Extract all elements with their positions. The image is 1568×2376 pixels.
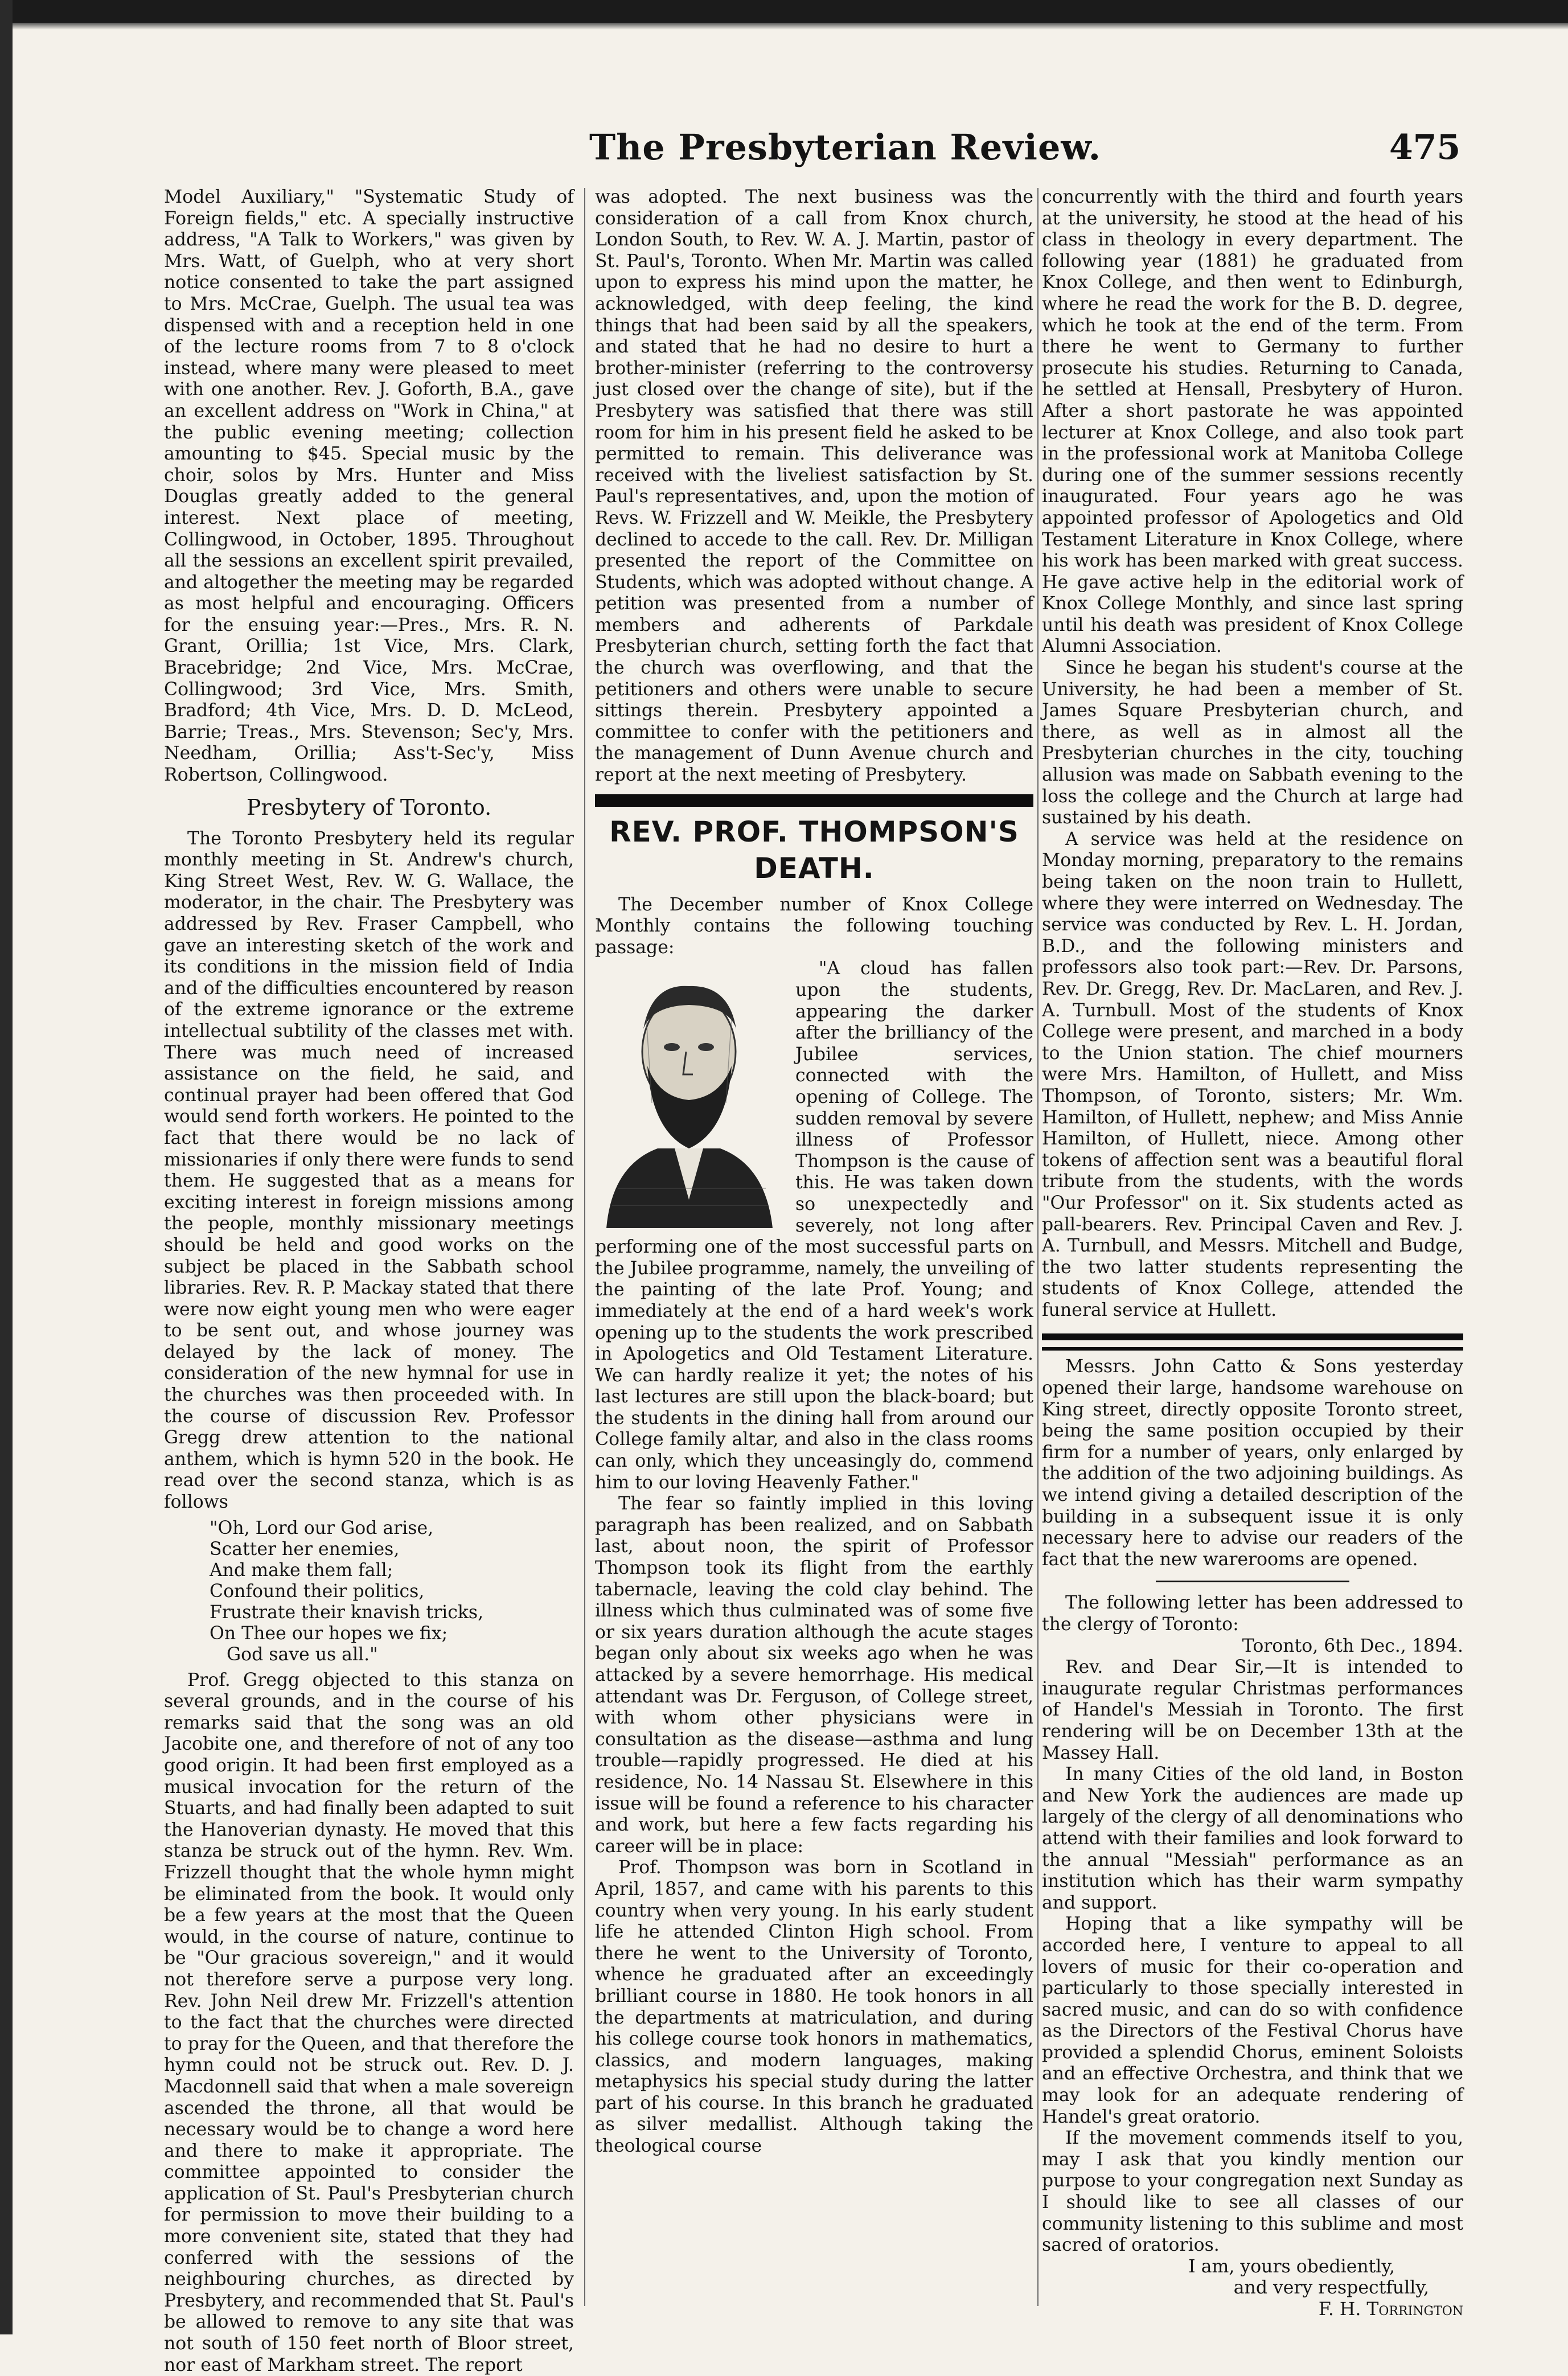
column-2 bbox=[595, 187, 1033, 2316]
poem-line: Frustrate their knavish tricks, bbox=[210, 1602, 484, 1623]
paragraph: The Toronto Presbytery held its regular monthly meeting in St. Andrew's church, King Street West, Rev. W. G. Wallace, the moderator, in the chair. The Presbytery was addressed by Rev. Fraser Campbell, who gave an interesting sketch of the work and its conditions in the mission field of India and of the difficulties encountered by reason of the extreme ignorance or the extreme intellectual subtility of the classes met with. There was much need of increased assistance on the field, he said, and continual prayer had been offered that God would send forth workers. He pointed to the fact that there would be no lack of missionaries if only there were funds to send them. He suggested that as a means for exciting interest in foreign missions among the people, monthly missionary meetings should be held and good works on the subject be placed in the Sabbath school libraries. Rev. R. P. Mackay stated that there were now eight young men who were eager to be sent out, and whose journey was delayed by the lack of money. The consideration of the new hymnal for use in the churches was then proceeded with. In the course of discussion Rev. Professor Gregg drew attention to the national anthem, which is hymn 520 in the book. He read over the second stanza, which is as follows bbox=[164, 828, 574, 1513]
column-1 bbox=[164, 187, 574, 2375]
letter-closing: and very respectfully, bbox=[1233, 2277, 1429, 2299]
poem-line: "Oh, Lord our God arise, bbox=[210, 1517, 434, 1538]
paragraph: "A cloud has fallen upon the students, appearing the darker after the brilliancy of the Jubilee services, connected with the opening of College. The sudden removal by severe illness of Professor Thompson is the cause of this. He was taken down so unexpectedly and severely, not long after performing one of the most successful parts on the Jubilee programme, namely, the unveiling of the painting of the late Prof. Young; and immediately at the end of a hard week's work opening up to the students the work prescribed in Apologetics and Old Testament Literature. We can hardly realize it yet; the notes of his last lectures are still upon the black-board; but the students in the dining hall from around our College family altar, and also in the class rooms can only, which they unceasingly do, commend him to our loving Heavenly Father." bbox=[595, 958, 1033, 1493]
paragraph: If the movement commends itself to you, may I ask that you kindly mention our purpose to your congregation next Sunday as I should like to see all classes of our community listening to this sublime and most sacred of oratorios. bbox=[1042, 2128, 1463, 2256]
short-rule bbox=[1156, 1581, 1349, 1582]
paragraph: Model Auxiliary," "Systematic Study of Foreign fields," etc. A specially instructive address, "A Talk to Workers," was given by Mrs. Watt, of Guelph, who at very short notice consented to take the part assigned to Mrs. McCrae, Guelph. The usual tea was dispensed with and a reception held in one of the lecture rooms from 7 to 8 o'clock instead, where many were pleased to meet with one another. Rev. J. Goforth, B.A., gave an excellent address on "Work in China," at the public evening meeting; collection amounting to $45. Special music by the choir, solos by Mrs. Hunter and Miss Douglas greatly added to the general interest. Next place of meeting, Collingwood, in October, 1895. Throughout all the sessions an excellent spirit prevailed, and altogether the meeting may be regarded as most helpful and encouraging. Officers for the ensuing year:—Pres., Mrs. R. N. Grant, Orillia; 1st Vice, Mrs. Clark, Bracebridge; 2nd Vice, Mrs. McCrae, Collingwood; 3rd Vice, Mrs. Smith, Bradford; 4th Vice, Mrs. D. D. McLeod, Barrie; Treas., Mrs. Stevenson; Sec'y, Mrs. Needham, Orillia; Ass't-Sec'y, Miss Robertson, Collingwood. bbox=[164, 187, 574, 786]
section-heading: Presbytery of Toronto. bbox=[246, 794, 492, 820]
letter-signature: F. H. Torrington bbox=[1318, 2299, 1463, 2320]
paragraph: In many Cities of the old land, in Boston and New York the audiences are made up largely of the clergy of all denominations who attend with their families and look forward to the annual "Messiah" performance as an institution which has their warm sympathy and support. bbox=[1042, 1764, 1463, 1913]
poem-line: Confound their politics, bbox=[210, 1581, 425, 1602]
paragraph: concurrently with the third and fourth years at the university, he stood at the head of his class in theology in every department. The following year (1881) he graduated from Knox College, and then went to Edinburgh, where he read the work for the B. D. degree, which he took at the end of the term. From there he went to Germany to further prosecute his studies. Returning to Canada, he settled at Hensall, Presbytery of Huron. After a short pastorate he was appointed lecturer at Knox College, and also took part in the professional work at Manitoba College during one of the summer sessions recently inaugurated. Four years ago he was appointed professor of Apologetics and Old Testament Literature in Knox College, where his work has been marked with great success. He gave active help in the editorial work of Knox College Monthly, and since last spring until his death was president of Knox College Alumni Association. bbox=[1042, 187, 1463, 657]
paragraph: Hoping that a like sympathy will be accorded here, I venture to appeal to all lovers of music for their co-operation and particularly to those specially interested in sacred music, and can do so with confidence as the Directors of the Festival Chorus have provided a splendid Chorus, eminent Soloists and an effective Orchestra, and think that we may look for an adequate rendering of Handel's great oratorio. bbox=[1042, 1914, 1463, 2127]
black-banner-rule bbox=[1042, 1333, 1463, 1340]
paragraph: Messrs. John Catto & Sons yesterday opened their large, handsome warehouse on King street, directly opposite Toronto street, being the same position occupied by their firm for a number of years, only enlarged by the addition of the two adjoining buildings. As we intend giving a detailed description of the building in a subsequent issue it is only necessary here to advise our readers of the fact that the new warerooms are opened. bbox=[1042, 1356, 1463, 1570]
poem-line: On Thee our hopes we fix; bbox=[210, 1623, 448, 1644]
scan-left-edge bbox=[0, 0, 13, 2334]
article-heading: REV. PROF. THOMPSON'S DEATH. bbox=[609, 815, 1019, 885]
anthem-stanza bbox=[210, 1518, 574, 1665]
paragraph: A service was held at the residence on Monday morning, preparatory to the remains being taken on the noon train to Hullett, where they were interred on Wednesday. The service was conducted by Rev. L. H. Jordan, B.D., and the following ministers and professors also took part:—Rev. Dr. Parsons, Rev. Dr. Gregg, Rev. Dr. MacLaren, and Rev. J. A. Turnbull. Most of the students of Knox College were present, and marched in a body to the Union station. The chief mourners were Mrs. Hamilton, of Hullett, and Miss Thompson, of Toronto, sisters; Mr. Wm. Hamilton, of Hullett, nephew; and Miss Annie Hamilton, of Hullett, niece. Among other tokens of affection sent was a beautiful floral tribute from the students, with the words "Our Professor" on it. Six students acted as pall-bearers. Rev. Principal Caven and Rev. J. A. Turnbull, and Messrs. Mitchell and Budge, the two latter students representing the students of Knox College, attended the funeral service at Hullett. bbox=[1042, 828, 1463, 1320]
column-rule bbox=[1037, 188, 1039, 2306]
paragraph: Prof. Thompson was born in Scotland in April, 1857, and came with his parents to this country when very young. In his early student life he attended Clinton High school. From there he went to the University of Toronto, whence he graduated after an exceedingly brilliant course in 1880. He took honors in all the departments at matriculation, and during his college course took honors in mathematics, classics, and modern languages, making metaphysics his special study during the latter part of his course. In this branch he graduated as silver medallist. Although taking the theological course bbox=[595, 1857, 1033, 2157]
page-number: 475 bbox=[1389, 128, 1461, 167]
letter-dateline: Toronto, 6th Dec., 1894. bbox=[1242, 1635, 1463, 1656]
paragraph: Since he began his student's course at the University, he had been a member of St. James Square Presbyterian church, and there, as well as in almost all the Presbyterian churches in the city, touching allusion was made on Sabbath evening to the loss the college and the Church at large had sustained by his death. bbox=[1042, 658, 1463, 828]
paragraph: The fear so faintly implied in this loving paragraph has been realized, and on Sabbath last, about noon, the spirit of Professor Thompson took its flight from the earthly tabernacle, leaving the cold clay behind. The illness which thus culminated was of some five or six years duration although the acute stages began only about six weeks ago when he was attacked by a severe hemorrhage. His medical attendant was Dr. Ferguson, of College street, with whom other physicians were in consultation as the disease—asthma and lung trouble—rapidly progressed. He died at his residence, No. 14 Nassau St. Elsewhere in this issue will be found a reference to his character and work, but here a few facts regarding his career will be in place: bbox=[595, 1493, 1033, 1857]
poem-line: Scatter her enemies, bbox=[210, 1538, 400, 1560]
paragraph: The December number of Knox College Monthly contains the following touching passage: bbox=[595, 894, 1033, 958]
paragraph: The following letter has been addressed to the clergy of Toronto: bbox=[1042, 1593, 1463, 1635]
running-title: The Presbyterian Review. bbox=[589, 126, 1102, 168]
paragraph: was adopted. The next business was the consideration of a call from Knox church, London South, to Rev. W. A. J. Martin, pastor of St. Paul's, Toronto. When Mr. Martin was called upon to express his mind upon the matter, he acknowledged, with deep feeling, the kind things that had been said by all the speakers, and stated that he had no desire to hurt a brother-minister (referring to the controversy just closed over the change of site), but if the Presbytery was satisfied that there was still room for him in his present field he asked to be permitted to remain. This deliverance was received with the liveliest satisfaction by St. Paul's representatives, and, upon the motion of Revs. W. Frizzell and W. Meikle, the Presbytery declined to accede to the call. Rev. Dr. Milligan presented the report of the Committee on Students, which was adopted without change. A petition was presented from a number of members and adherents of Parkdale Presbyterian church, setting forth the fact that the church was overflowing, and that the petitioners and others were unable to secure sittings therein. Presbytery appointed a committee to confer with the petitioners and the management of Dunn Avenue church and report at the next meeting of Presbytery. bbox=[595, 187, 1033, 786]
column-rule bbox=[584, 188, 585, 2306]
portrait-engraving bbox=[595, 961, 783, 1228]
column-3 bbox=[1042, 187, 1463, 2320]
paragraph: Rev. and Dear Sir,—It is intended to inaugurate regular Christmas performances of Handel's Messiah in Toronto. The first rendering will be on December 13th at the Massey Hall. bbox=[1042, 1657, 1463, 1763]
thin-rule bbox=[1042, 1347, 1463, 1351]
scan-top-edge bbox=[0, 0, 1568, 23]
poem-line: And make them fall; bbox=[210, 1560, 393, 1581]
black-banner-rule bbox=[595, 794, 1033, 807]
scan-top-shadow bbox=[0, 23, 1568, 30]
letter-closing: I am, yours obediently, bbox=[1188, 2256, 1395, 2277]
poem-line: God save us all." bbox=[227, 1644, 378, 1665]
paragraph: Prof. Gregg objected to this stanza on several grounds, and in the course of his remarks said that the song was an old Jacobite one, and therefore of not of any too good origin. It had been first employed as a musical invocation for the return of the Stuarts, and had finally been adapted to suit the Hanoverian dynasty. He moved that this stanza be struck out of the hymn. Rev. Wm. Frizzell thought that the whole hymn might be eliminated from the book. It would only be a few years at the most that the Queen would, in the course of nature, continue to be "Our gracious sovereign," and it would not therefore serve a purpose very long. Rev. John Neil drew Mr. Frizzell's attention to the fact that the churches were directed to pray for the Queen, and that therefore the hymn could not be struck out. Rev. D. J. Macdonnell said that when a male sovereign ascended the throne, all that would be necessary would be to change a word here and there to make it appropriate. The committee appointed to consider the application of St. Paul's Presbyterian church for permission to move their building to a more convenient site, stated that they had conferred with the sessions of the neighbouring churches, as directed by Presbytery, and recommended that St. Paul's be allowed to remove to any site that was not south of 150 feet north of Bloor street, nor east of Markham street. The report bbox=[164, 1669, 574, 2375]
